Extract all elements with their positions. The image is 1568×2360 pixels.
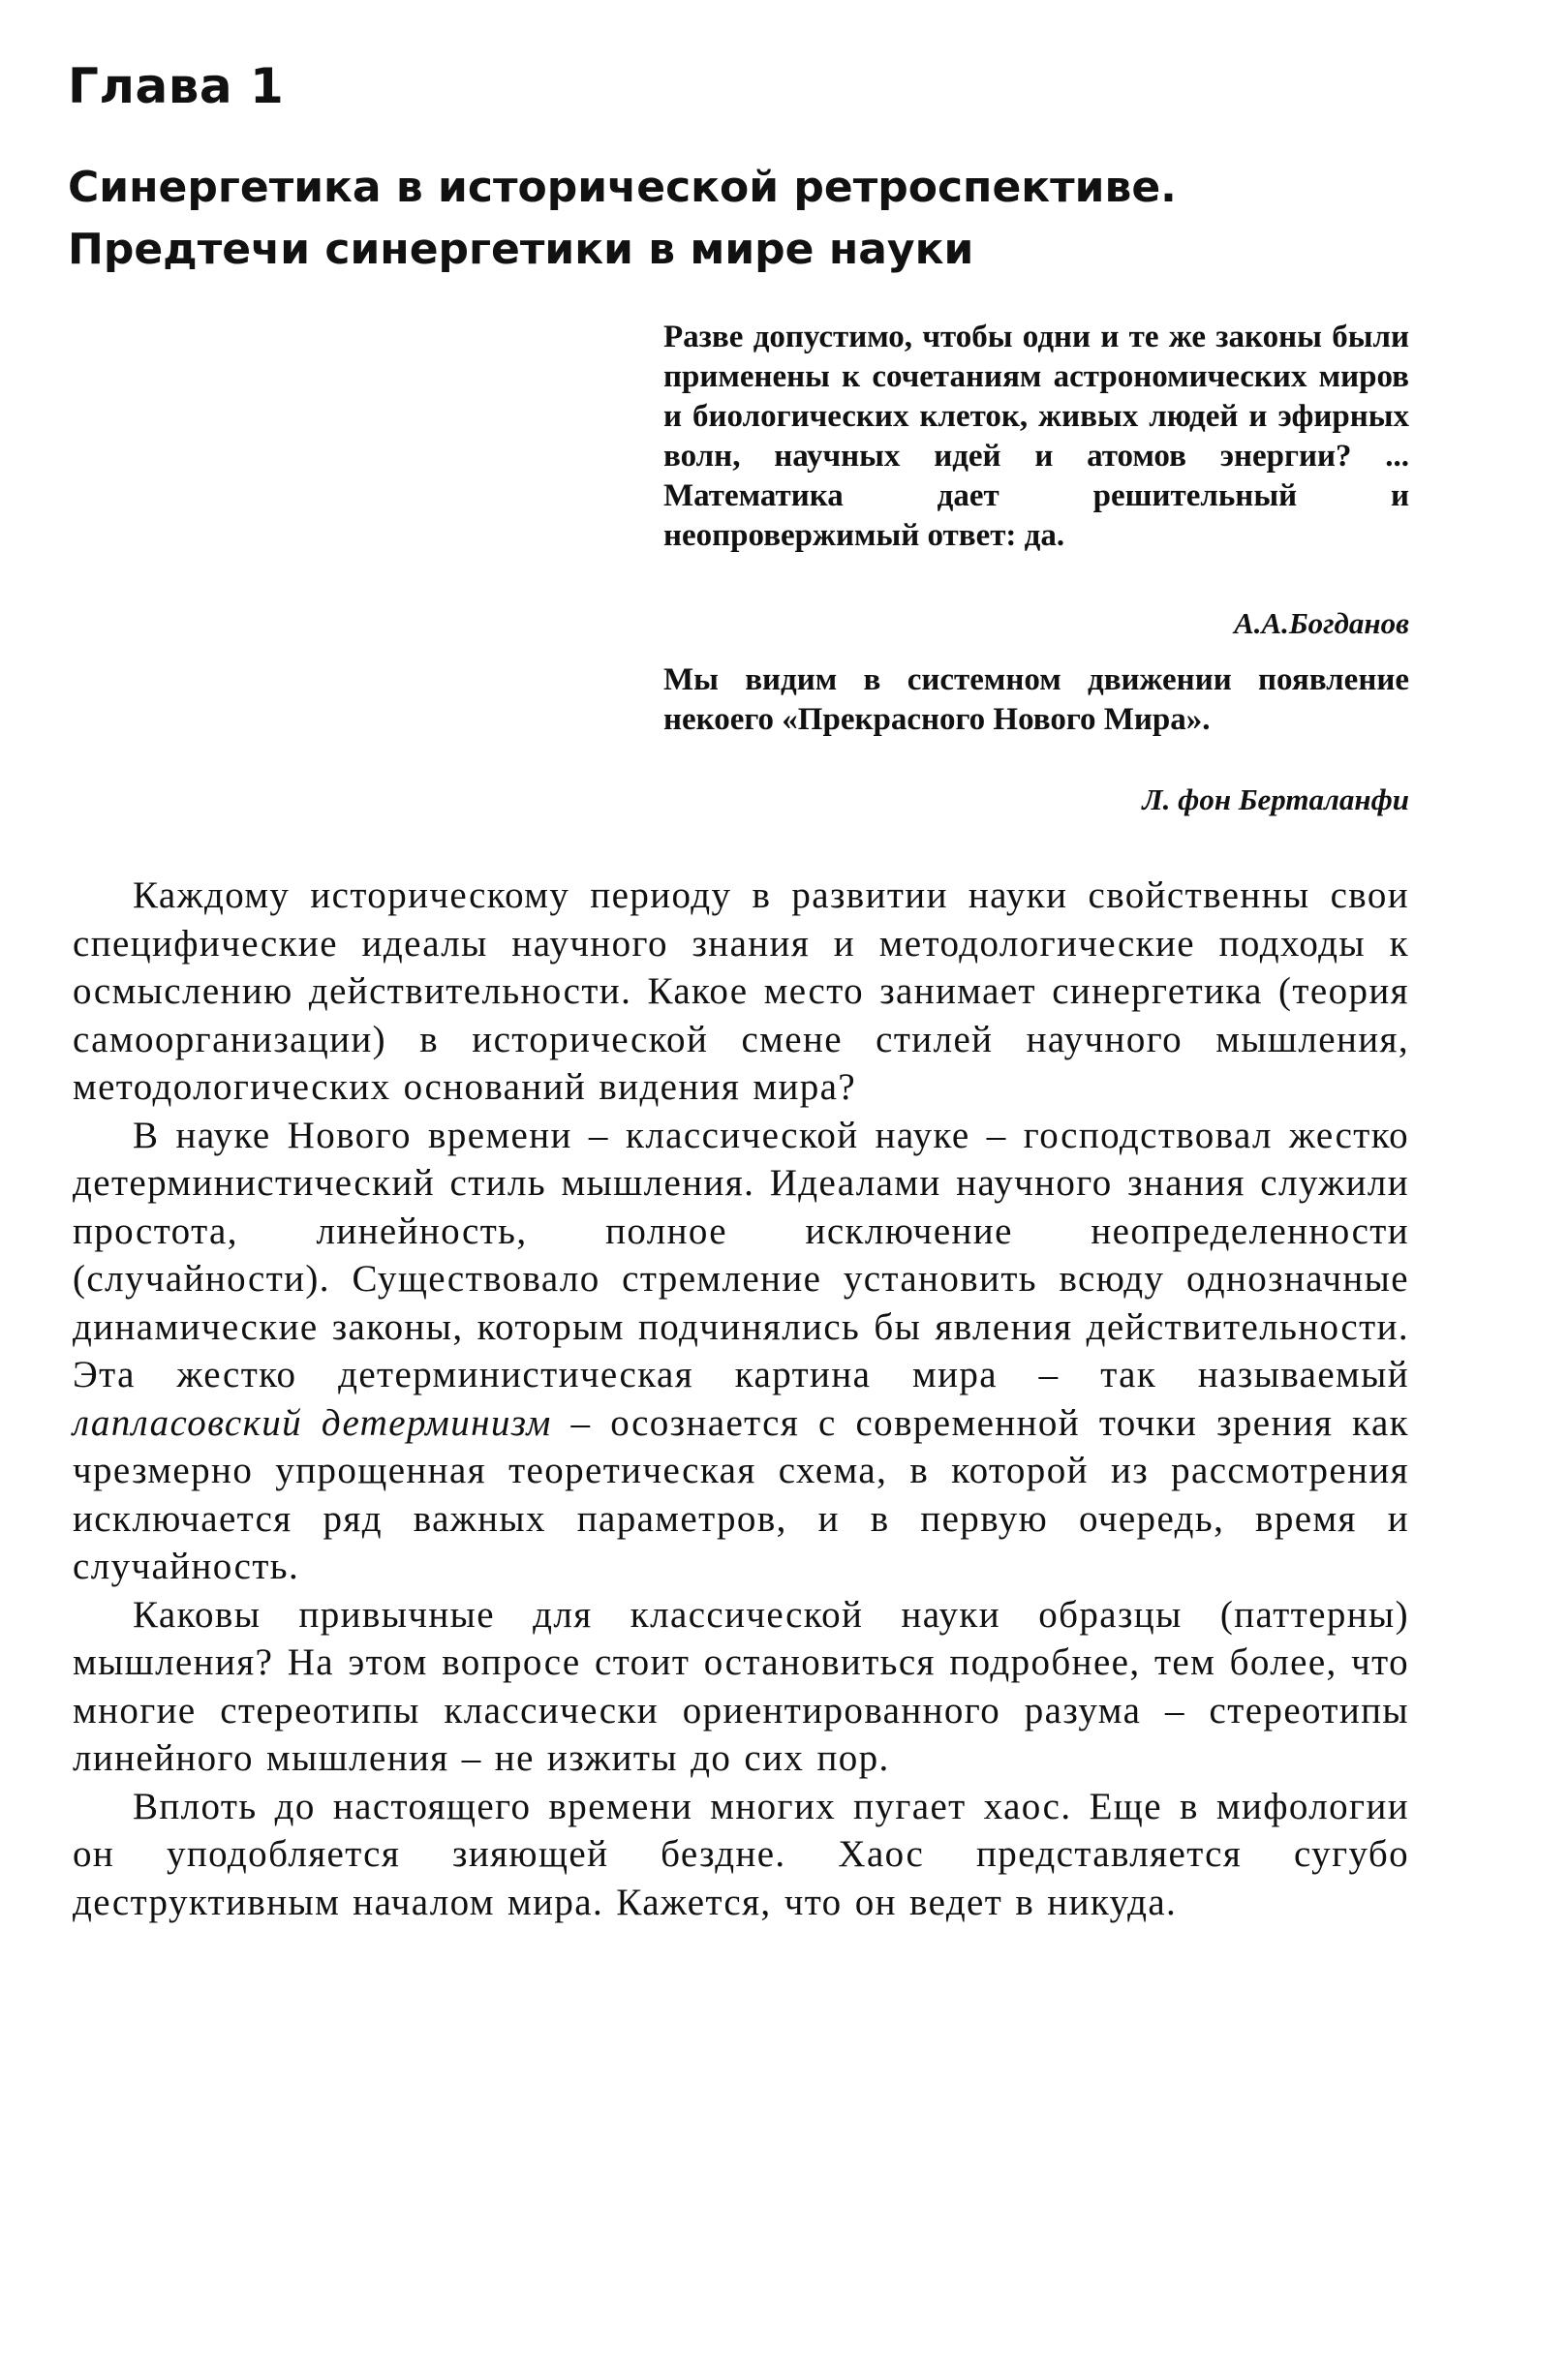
chapter-title (68, 157, 1521, 281)
epigraph-author: Л. фон Берталанфи (1142, 782, 1409, 816)
epigraph-bogdanov (663, 318, 1409, 641)
paragraph-2-text-b: – осознается с современной точки зрения как чрезмерно упрощенная теоретическая схема, в которой из рассмотрения исключается ряд важных параметров, и в первую очередь, время и случайность. (73, 1401, 1409, 1587)
epigraph-bertalanffy (663, 660, 1409, 817)
paragraph-2 (73, 1112, 1409, 1591)
paragraph-2-text-a: В науке Нового времени – классической науке – господствовал жестко детерминистический стиль мышления. Идеалами научного знания служили простота, линейность, полное исключение неопределенности (случайности). Существовало стремление установить всюду однозначные динамические законы, которым подчинялись бы явления действительности. Эта жестко детерминистическая картина мира – так называемый (73, 1114, 1409, 1395)
body-text (73, 872, 1409, 1926)
italic-term: лапласовский детерминизм (73, 1401, 552, 1444)
paragraph-1: Каждому историческому периоду в развитии науки свойственны свои специфические идеалы научного знания и методологические подходы к осмыслению действительности. Какое место занимает синергетика (теория самоорганизации) в исторической смене стилей научного мышления, методологических оснований видения мира? (73, 874, 1409, 1108)
epigraph-author: А.А.Богданов (1234, 606, 1409, 640)
paragraph-4: Вплоть до настоящего времени многих пугает хаос. Еще в мифологии он уподобляется зияющей бездне. Хаос представляется сугубо деструктивным началом мира. Кажется, что он ведет в никуда. (73, 1785, 1409, 1923)
paragraph-3: Каковы привычные для классической науки образцы (паттерны) мышления? На этом вопросе стоит остановиться подробнее, тем более, что многие стереотипы классически ориентированного разума – стереотипы линейного мышления – не изжиты до сих пор. (73, 1593, 1409, 1779)
chapter-title-line-1: Синергетика в исторической ретроспективе. (68, 163, 1177, 212)
epigraph-quote: Мы видим в системном движении появление некоего «Прекрасного Нового Мира». (663, 662, 1409, 737)
chapter-label: Глава 1 (68, 58, 285, 114)
chapter-title-line-2: Предтечи синергетики в мире науки (68, 225, 974, 274)
epigraph-quote: Разве допустимо, чтобы одни и те же законы были применены к сочетаниям астрономических миров и биологических клеток, живых людей и эфирных волн, научных идей и атомов энергии? ... Математика дает решительный и неопровержимый ответ: да. (663, 320, 1409, 553)
